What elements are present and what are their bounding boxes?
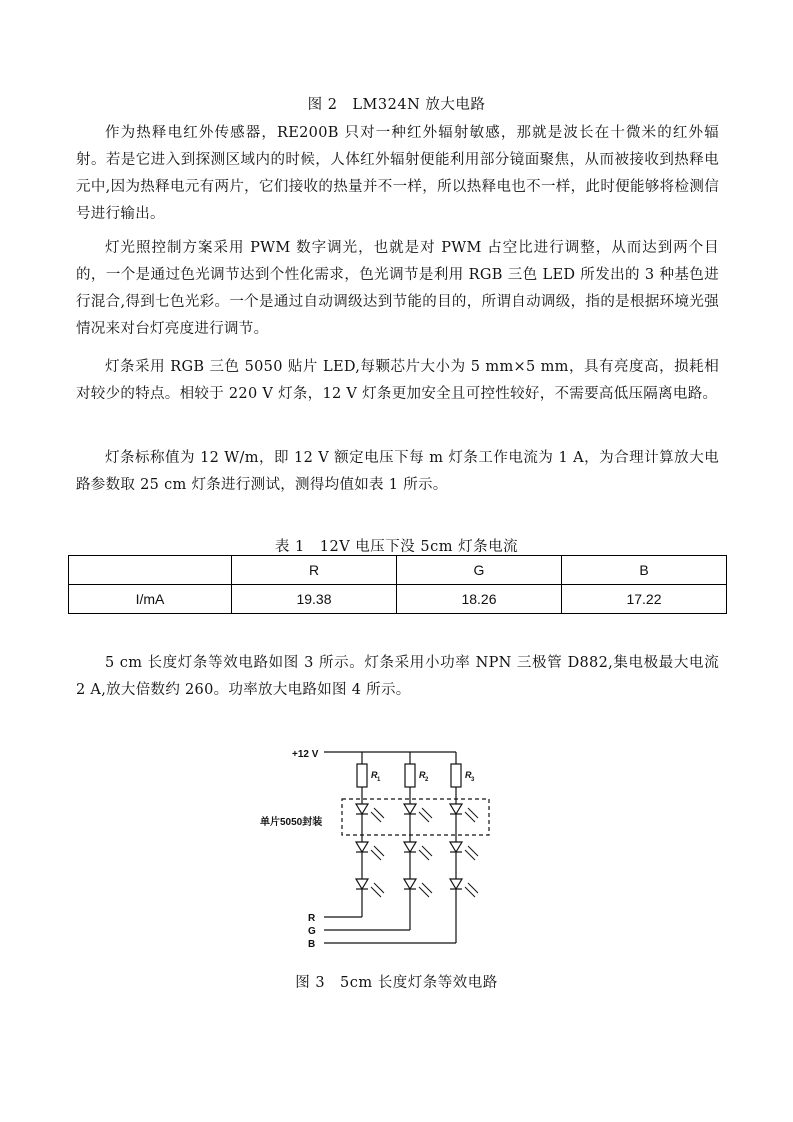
figure-3-circuit [240,740,540,960]
output-label-b: B [308,939,316,950]
table-cell: 19.38 [232,585,397,614]
paragraph-pwm-dimming: 灯光照控制方案采用 PWM 数字调光，也就是对 PWM 占空比进行调整，从而达到两个目的，一个是通过色光调节达到个性化需求，色光调节是利用 RGB 三色 LED 所发出的 3 种基色进行混合,得到七色光彩。一个是通过自动调级达到节能的目的，所谓自动调级，指的是根据环境光强情况来对台灯亮度进行调节。 [76,240,719,337]
paragraph-led-strip: 灯条采用 RGB 三色 5050 贴片 LED,每颗芯片大小为 5 mm×5 mm，具有亮度高，损耗相对较少的特点。相较于 220 V 灯条，12 V 灯条更加安全且可控性较好，不需要高低压隔离电路。 [76,359,719,402]
figure-3-caption: 图 3 5cm 长度灯条等效电路 [295,975,498,991]
resistor-r1 [357,764,367,787]
svg-text:3: 3 [471,777,475,783]
table-header-cell: B [562,556,727,585]
led-icon [356,879,368,889]
led-icon [404,842,416,852]
paragraph-pyroelectric-sensor: 作为热释电红外传感器，RE200B 只对一种红外辐射敏感，那就是波长在十微米的红外辐射。若是它进入到探测区域内的时候，人体红外辐射便能利用部分镜面聚焦，从而被接收到热释电元中,因为热释电元有两片，它们接收的热量并不一样，所以热释电也不一样，此时便能够将检测信号进行输出。 [76,125,719,222]
light-emission-arrows-icon [465,808,478,897]
output-label-g: G [308,926,316,937]
light-emission-arrows-icon [419,808,432,897]
led-icon [356,842,368,852]
led-icon [450,804,462,814]
led-icon [450,842,462,852]
led-icon [404,804,416,814]
table-1-caption: 表 1 12V 电压下没 5cm 灯条电流 [274,539,519,555]
svg-text:R: R [465,770,472,780]
table-header-cell: G [397,556,562,585]
led-icon [356,804,368,814]
supply-label: +12 V [292,749,319,760]
table-cell: 17.22 [562,585,727,614]
package-label: 单片5050封装 [260,817,323,828]
figure-2-caption: 图 2 LM324N 放大电路 [307,97,486,113]
table-header-cell [69,556,232,585]
paragraph-equivalent-circuit: 5 cm 长度灯条等效电路如图 3 所示。灯条采用小功率 NPN 三极管 D882,集电极最大电流 2 A,放大倍数约 260。功率放大电路如图 4 所示。 [76,655,719,698]
table-header-cell: R [232,556,397,585]
led-icon [404,879,416,889]
led-column-3 [324,752,478,943]
table-row-label: I/mA [69,585,232,614]
table-header-row [69,556,727,585]
resistor-r2 [405,764,415,787]
svg-text:2: 2 [425,777,429,783]
svg-text:1: 1 [377,777,381,783]
led-icon [450,879,462,889]
output-label-r: R [308,913,316,924]
paragraph-strip-rating: 灯条标称值为 12 W/m，即 12 V 额定电压下每 m 灯条工作电流为 1 A，为合理计算放大电路参数取 25 cm 灯条进行测试，测得均值如表 1 所示。 [76,450,719,493]
table-cell: 18.26 [397,585,562,614]
resistor-r3 [451,764,461,787]
current-table [68,555,727,614]
svg-text:R: R [371,770,378,780]
table-row [69,585,727,614]
light-emission-arrows-icon [371,808,384,897]
svg-text:R: R [419,770,426,780]
